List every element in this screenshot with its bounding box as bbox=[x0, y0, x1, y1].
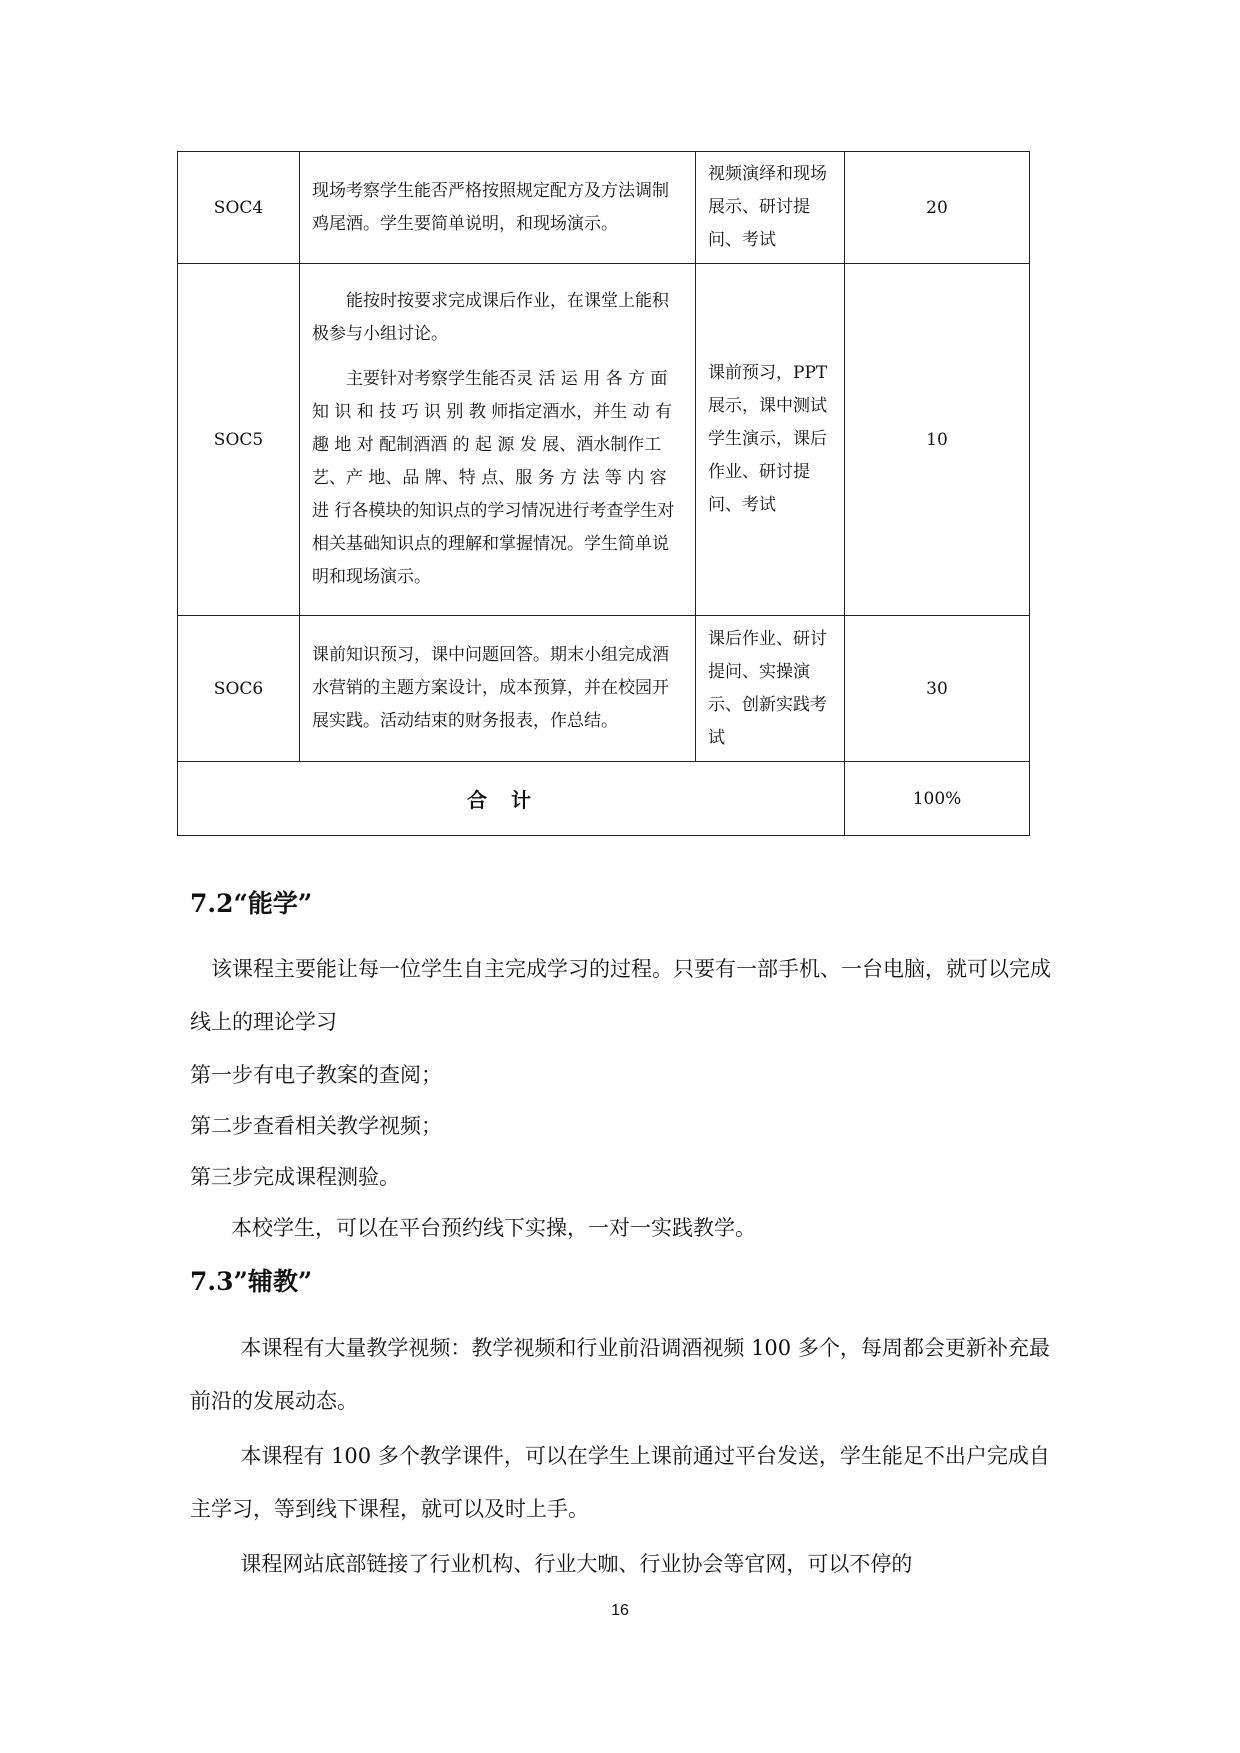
assessment-description-cell bbox=[300, 264, 696, 616]
section-paragraph: 本校学生，可以在平台预约线下实操，一对一实践教学。 bbox=[231, 1216, 756, 1240]
objective-code-cell: SOC5 bbox=[178, 264, 300, 616]
score-weight-cell: 20 bbox=[845, 152, 1030, 264]
section-paragraph: 课程网站底部链接了行业机构、行业大咖、行业协会等官网，可以不停的 bbox=[240, 1552, 913, 1576]
total-value-cell: 100% bbox=[845, 762, 1030, 836]
description-paragraph: 能按时按要求完成课后作业，在课堂上能积极参与小组讨论。 bbox=[312, 291, 669, 344]
total-label-cell: 合计 bbox=[178, 762, 845, 836]
assessment-description-cell bbox=[300, 152, 696, 264]
section-paragraph: 该课程主要能让每一位学生自主完成学习的过程。只要有一部手机、一台电脑，就可以完成线上的理论学习 bbox=[190, 957, 1051, 1034]
table-row bbox=[178, 152, 1030, 264]
section-heading: 7.2“能学” bbox=[190, 889, 313, 918]
section-paragraph: 本课程有 100 多个教学课件，可以在学生上课前通过平台发送，学生能足不出户完成自主学习，等到线下课程，就可以及时上手。 bbox=[190, 1444, 1050, 1521]
assessment-description-cell bbox=[300, 616, 696, 762]
assessment-method-cell: 视频演绎和现场展示、研讨提问、考试 bbox=[696, 152, 845, 264]
objective-code-cell: SOC4 bbox=[178, 152, 300, 264]
step-item: 第二步查看相关教学视频； bbox=[190, 1114, 442, 1138]
section-heading: 7.3”辅教” bbox=[190, 1267, 313, 1296]
assessment-method-cell: 课后作业、研讨提问、实操演示、创新实践考试 bbox=[696, 616, 845, 762]
objective-code-cell: SOC6 bbox=[178, 616, 300, 762]
table-row bbox=[178, 616, 1030, 762]
table-row bbox=[178, 264, 1030, 616]
score-weight-cell: 10 bbox=[845, 264, 1030, 616]
step-item: 第一步有电子教案的查阅； bbox=[190, 1063, 442, 1087]
evaluation-table bbox=[177, 151, 1030, 836]
table-total-row bbox=[178, 762, 1030, 836]
score-weight-cell: 30 bbox=[845, 616, 1030, 762]
description-paragraph: 现场考察学生能否严格按照规定配方及方法调制鸡尾酒。学生要简单说明，和现场演示。 bbox=[312, 180, 669, 234]
assessment-method-cell: 课前预习，PPT 展示，课中测试学生演示，课后作业、研讨提问、考试 bbox=[696, 264, 845, 616]
description-paragraph: 主要针对考察学生能否灵 活 运 用 各 方 面 知 识 和 技 巧 识 别 教 师指定酒水，并生 动 有 趣 地 对 配制酒酒 的 起 源 发 展、酒水制作工艺、产 地、品 牌、特 点、服 务 方 法 等 内 容 进 行各模块的知识点的学习情况进行考查学生对相关基础知识点的理解和掌握情况。学生简单说明和现场演示。 bbox=[312, 369, 675, 587]
description-paragraph: 课前知识预习，课中问题回答。期末小组完成酒水营销的主题方案设计，成本预算，并在校园开展实践。活动结束的财务报表，作总结。 bbox=[312, 645, 669, 731]
step-item: 第三步完成课程测验。 bbox=[190, 1165, 400, 1189]
page-number: 16 bbox=[611, 1602, 629, 1619]
section-paragraph: 本课程有大量教学视频：教学视频和行业前沿调酒视频 100 多个，每周都会更新补充最前沿的发展动态。 bbox=[190, 1336, 1050, 1413]
